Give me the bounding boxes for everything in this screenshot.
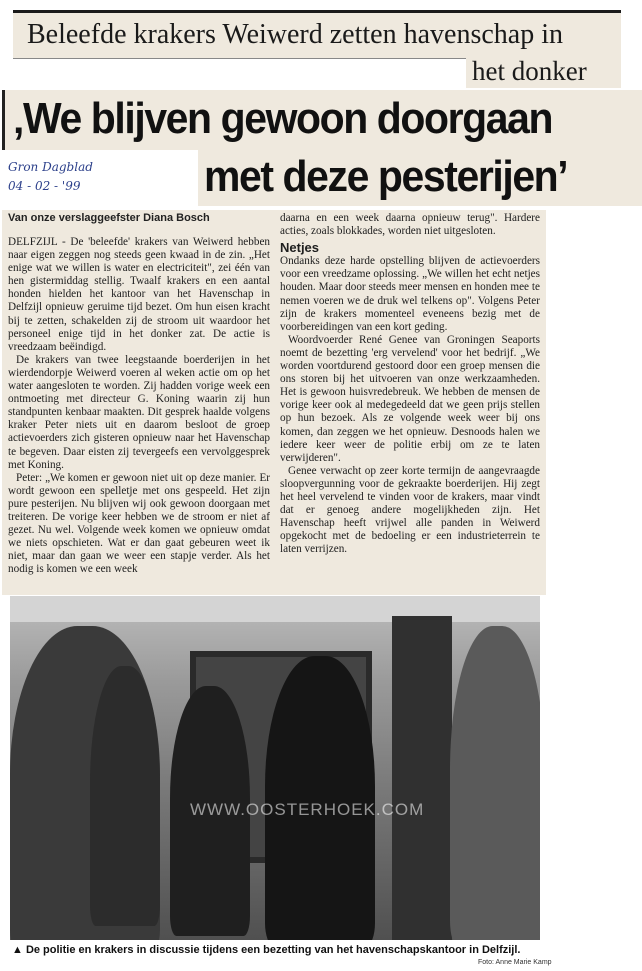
photo-pillar [392, 616, 452, 940]
handwritten-note [8, 158, 128, 196]
kicker-line-1 [13, 10, 621, 59]
headline-text-1: ‚We blijven gewoon doorgaan [13, 94, 553, 143]
photo-watermark: WWW.OOSTERHOEK.COM [190, 800, 425, 819]
photo-person [450, 626, 540, 940]
photo-credit: Foto: Anne Marie Kamp [478, 959, 552, 966]
paragraph: Woordvoerder René Genee van Groningen Seaports noemt de bezetting 'erg vervelend' voor het bedrijf. „We worden voortdurend gestoord door een groep mensen die ons storen bij het uitvoeren van onze werkzaamheden. Het is gewoon huisvredebreuk. We hebben de mensen de vorige keer ook al medegedeeld dat we geen prijs stellen op hun bezoek. Als ze volgende week weer bij ons komen, dan zeggen we het opnieuw. Desnoods halen we iedere keer weer de politie erbij om ze te laten verwijderen". [280, 333, 540, 464]
kicker-line-2 [466, 54, 621, 88]
photo-person [90, 666, 160, 926]
left-column [8, 236, 270, 576]
photo-caption: ▲ De politie en krakers in discussie tijdens een bezetting van het havenschapskantoor in Delfzijl. [12, 944, 521, 956]
paragraph: Genee verwacht op zeer korte termijn de aangevraagde sloopvergunning voor de gekraakte boerderijen. Hij zegt het heel vervelend te vinden voor de krakers, maar vindt dat er genoeg andere mogelijkheden zijn. Het Havenschap heeft vrijwel alle panden in Weiwerd opgekocht met de bedoeling er een industrieterrein te laten verrijzen. [280, 464, 540, 556]
photo-person [265, 656, 375, 940]
paragraph: Ondanks deze harde opstelling blijven de actievoerders voor een vreedzame oplossing. „We willen het echt netjes houden. Maar door steeds meer mensen en honden mee te nemen voeren we de druk wel telkens op". Volgens Peter zijn de krakers momenteel eveneens bezig met de voorbereidingen van een kort geding. [280, 255, 540, 333]
subheading: Netjes [280, 240, 320, 256]
paragraph: De krakers van twee leegstaande boerderijen in het wierdendorpje Weiwerd voeren al weken actie om op het water aangesloten te worden. Zij hadden vorige week een ontmoeting met directeur G. Koning waarin zij hun standpunten kenbaar maakten. Dit gesprek haalde volgens kraker Peter niets uit en daarom besloot de groep actievoerders zich gisteren opnieuw naar het Havenschap te begeven. Daar eisten zij tevergeefs een vervolggesprek met Koning. [8, 353, 270, 471]
handwritten-source: Gron Dagblad [8, 160, 93, 174]
paragraph: Peter: „We komen er gewoon niet uit op deze manier. Er wordt gewoon een spelletje met ons gespeeld. Het zijn pure pesterijen. Nu blijven wij ook gewoon doorgaan met treiteren. De vorige keer hebben we de stroom er niet af gezet. Nu wel. Volgende week komen we opnieuw omdat we niets opschieten. Wat er dan gaat gebeuren weet ik niet, maar dan gaan we weer een stapje verder. Als het nodig is komen we een week [8, 471, 270, 576]
paragraph: daarna en een week daarna opnieuw terug". Hardere acties, zoals blokkades, worden niet uitgesloten. [280, 212, 540, 238]
paragraph: DELFZIJL - De 'beleefde' krakers van Weiwerd hebben naar eigen zeggen nog steeds geen kwaad in de zin. „Het enige wat we willen is water en electriciteit", zei één van hen gistermiddag stellig. Twaalf krakers en een aantal honden hielden het kantoor van het Havenschap in Delfzijl opnieuw geruime tijd bezet. Om hun eisen kracht bij te zetten, schakelden zij de stroom uit waardoor het personeel enige tijd in het donker zat. De actie is vreedzaam beëindigd. [8, 236, 270, 353]
headline-line-2 [198, 150, 642, 206]
headline-text-2: met deze pesterijen’ [204, 152, 568, 201]
kicker-text-1: Beleefde krakers Weiwerd zetten havenschap in [27, 19, 563, 50]
photo-ceiling [10, 596, 540, 622]
byline: Van onze verslaggeefster Diana Bosch [8, 212, 210, 224]
right-column [280, 212, 540, 556]
kicker-text-2: het donker [472, 56, 587, 86]
headline-line-1 [2, 90, 642, 150]
news-photo [10, 596, 540, 940]
handwritten-date: 04 - 02 - '99 [8, 179, 81, 193]
